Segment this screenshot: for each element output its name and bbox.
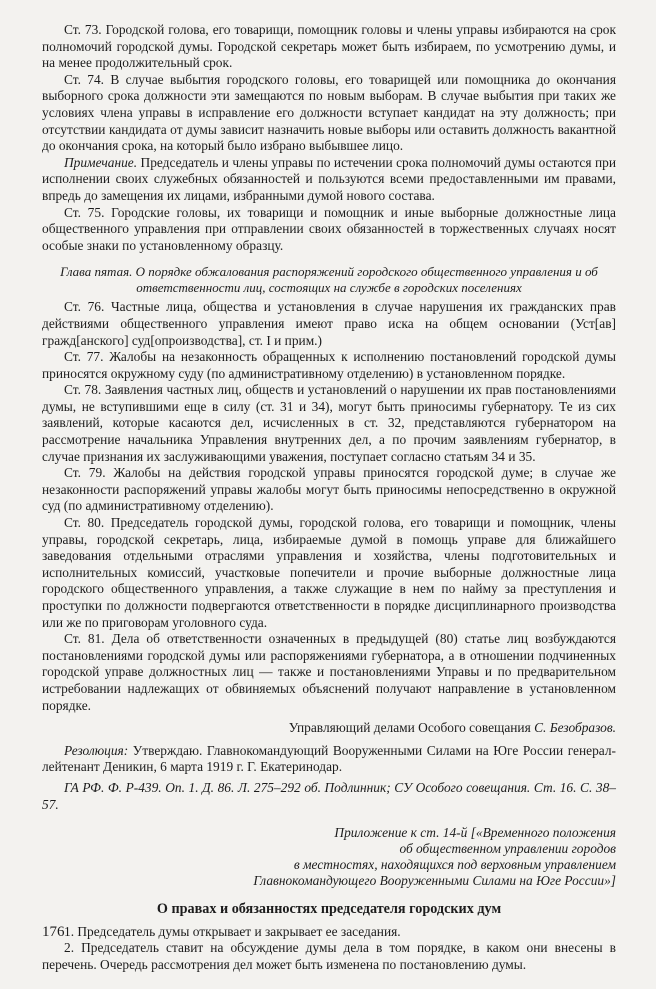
article-74: Ст. 74. В случае выбытия городского головы, его товарищей или помощника до окончания выборного срока должности эти замещаются по новым выборам. В случае выбытия при таких же условиях члена управы в исправление его должности вступает кандидат на эту должность; при отсутствии кандидата от думы зависит назначить новые выборы или оставить должность вакантной до окончания срока, на который было избрано выбывшее лицо.	[42, 71, 616, 154]
article-76: Ст. 76. Частные лица, общества и установления в случае нарушения их гражданских прав действиями общественного управления имеют право иска на общем основании (Уст[ав] гражд[анского] суд[опроизводства], ст. I и прим.)	[42, 299, 616, 348]
article-73: Ст. 73. Городской голова, его товарищи, помощник головы и члены управы избираются на срок полномочий городской думы. Городской секретарь может быть избираем, по усмотрению думы, и на менее продолжительный срок.	[42, 22, 616, 71]
article-81: Ст. 81. Дела об ответственности означенных в предыдущей (80) статье лиц возбуждаются постановлениями городской думы или распоряжениями губернатора, а в отношении подчиненных городской управе должностных лиц — также и постановлениями Управы и по предварительном истребовании надлежащих от обвиняемых объяснений получают направление в установленном порядке.	[42, 631, 616, 713]
note-text: Председатель и члены управы по истечении срока полномочий думы остаются при исполнении своих служебных обязанностей и пользуются всеми предоставленными им правами, впредь до замещения их лицами, избранными думой нового состава.	[42, 154, 616, 203]
article-77: Ст. 77. Жалобы на незаконность обращенных к исполнению постановлений городской думы приносятся окружному суду (по административному отделению) в установленном порядке.	[42, 349, 616, 381]
chapter-heading: Глава пятая. О порядке обжалования распоряжений городского общественного управления и об ответственности лиц, состоящих на службе в городских поселениях	[60, 264, 598, 295]
page-number: 176	[42, 924, 65, 940]
item-2: 2. Председатель ставит на обсуждение думы дела в том порядке, в каком они внесены в перечень. Очередь рассмотрения дел может быть изменена по постановлению думы.	[42, 940, 616, 972]
signature-line	[42, 720, 616, 737]
note-label: Примечание.	[64, 154, 138, 170]
appendix-line-2: об общественном управлении городов	[399, 841, 616, 857]
appendix-note	[42, 825, 616, 889]
article-80: Ст. 80. Председатель городской думы, городской голова, его товарищи и помощник, члены управы, городской секретарь, лица, избираемые думой в помощь управе для ближайшего заведования отдельными отраслями управления и хозяйства, члены подготовительных и исполнительных комиссий, участковые попечители и прочие выборные должностные лица городского общественного управления, а также служащие в нем по найму за преступления и проступки по должности подвергаются ответственности в порядке дисциплинарного производства или же по приговорам уголовного суда.	[42, 515, 616, 630]
appendix-line-4: Главнокомандующего Вооруженными Силами на Юге России»]	[253, 873, 616, 889]
article-78: Ст. 78. Заявления частных лиц, обществ и установлений о нарушении их прав постановлениями думы, не вступившими еще в силу (ст. 31 и 34), могут быть приносимы губернатору. Те из сих заявлений, которые касаются дел, исчисленных в ст. 32, представляются губернатором на рассмотрение начальника Управления внутренних дел, а по прочим заявлениям губернатор, в случае признания их заслуживающими уважения, поступает согласно статьям 34 и 35.	[42, 382, 616, 464]
resolution-label: Резолюция:	[64, 742, 129, 758]
item-1: 1. Председатель думы открывает и закрывает ее заседания.	[64, 923, 401, 939]
note-paragraph	[42, 155, 616, 205]
resolution-text: Утверждаю. Главнокомандующий Вооруженными Силами на Юге России генерал-лейтенант Деникин, 6 марта 1919 г. Г. Екатеринодар.	[42, 742, 616, 775]
resolution	[42, 743, 616, 776]
article-75: Ст. 75. Городские головы, их товарищи и помощник и иные выборные должностные лица общественного управления при отправлении своих обязанностей в торжественных случаях носят особые знаки по установленному образцу.	[42, 204, 616, 253]
appendix-line-3: в местностях, находящихся под верховным управлением	[293, 857, 616, 873]
signature-name: С. Безобразов.	[534, 720, 616, 736]
archive-reference: ГА РФ. Ф. Р-439. Оп. 1. Д. 86. Л. 275–292 об. Подлинник; СУ Особого совещания. Ст. 16. С. 38–57.	[42, 779, 616, 812]
section-heading: О правах и обязанностях председателя городских дум	[156, 901, 502, 918]
signature-text: Управляющий делами Особого совещания	[288, 720, 535, 736]
appendix-line-1: Приложение к ст. 14-й [«Временного положения	[334, 825, 616, 841]
article-79: Ст. 79. Жалобы на действия городской управы приносятся городской думе; в случае же незаконности распоряжений управы жалобы могут быть приносимы непосредственно в окружной суд (по административному отделению).	[42, 465, 616, 514]
